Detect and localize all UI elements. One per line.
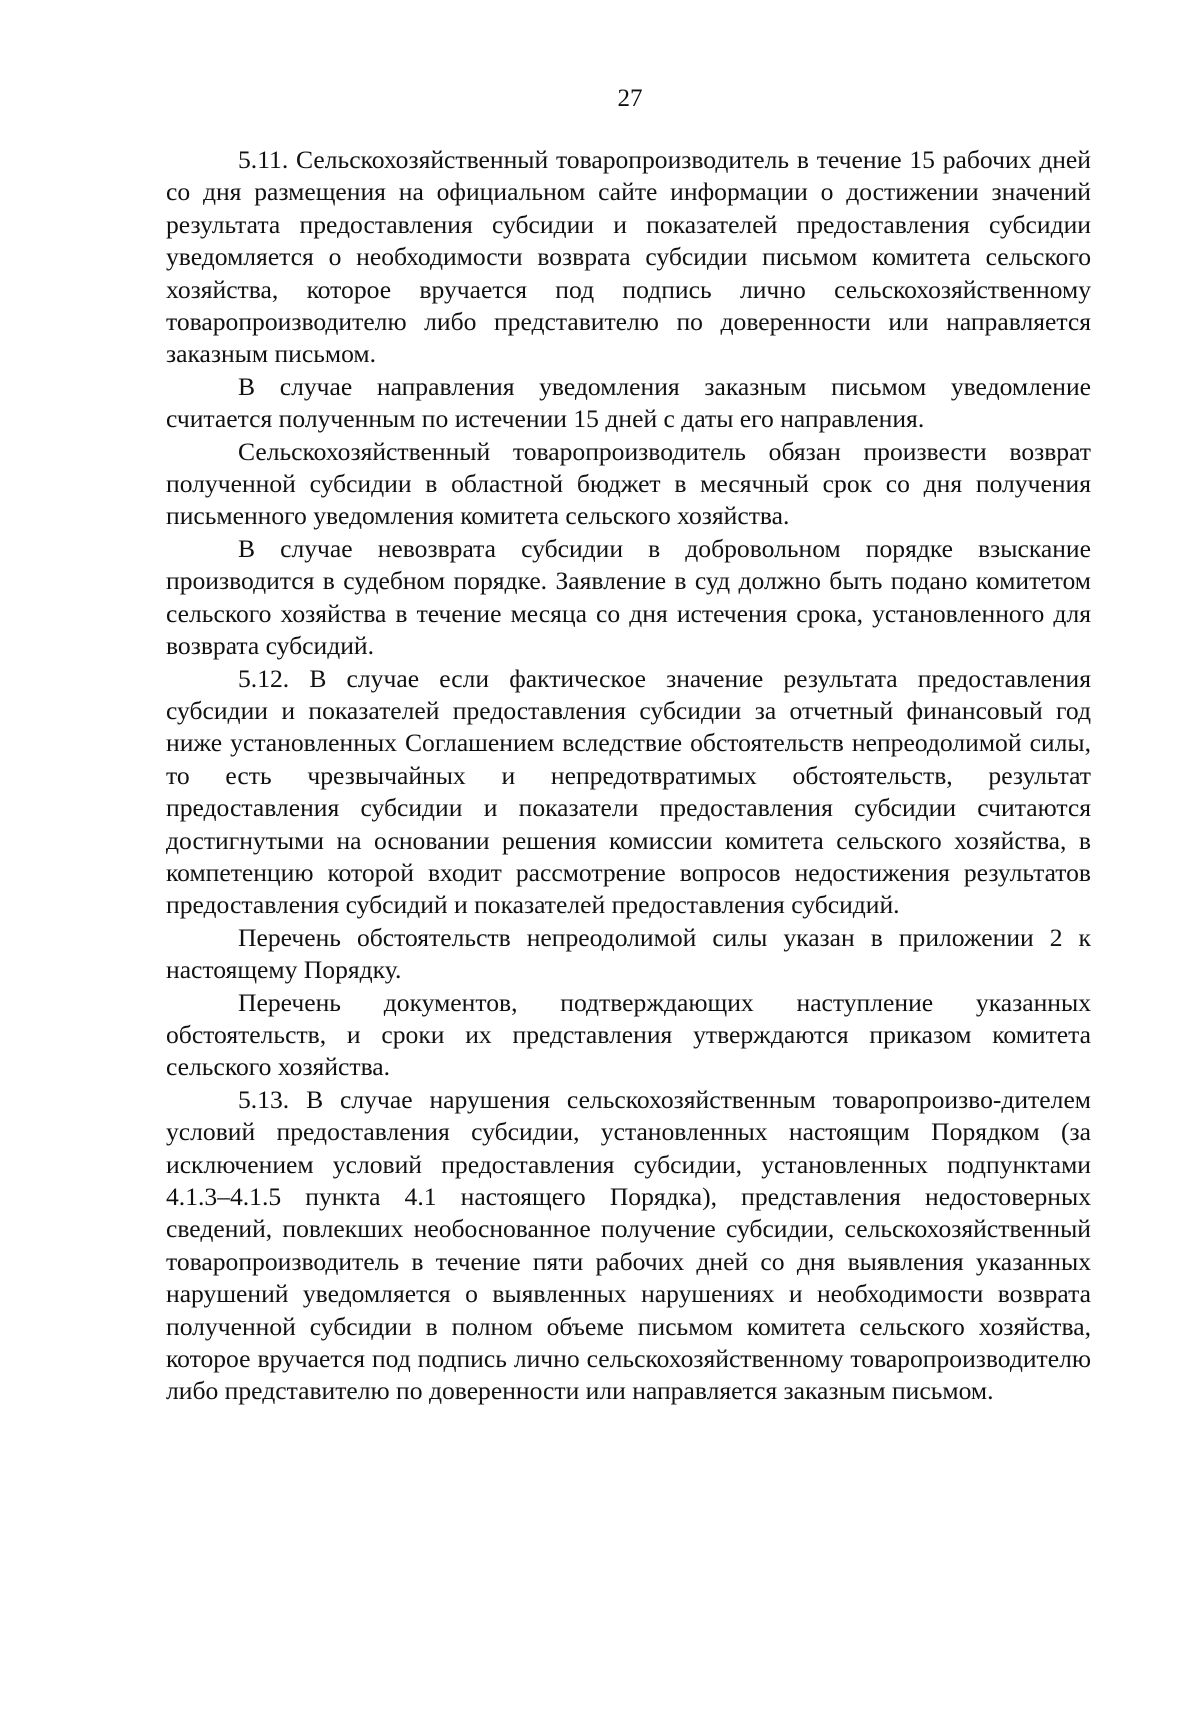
paragraph-5-11: 5.11. Сельскохозяйственный товаропроизводитель в течение 15 рабочих дней со дня размещения на официальном сайте информации о достижении значений результата предоставления субсидии и показателей предоставления субсидии уведомляется о необходимости возврата субсидии письмом комитета сельского хозяйства, которое вручается под подпись лично сельскохозяйственному товаропроизводителю либо представителю по доверенности или направляется заказным письмом. (166, 145, 1091, 369)
document-body (166, 144, 1091, 1408)
paragraph-refund-obligation: Сельскохозяйственный товаропроизводитель обязан произвести возврат полученной субсидии в областной бюджет в месячный срок со дня получения письменного уведомления комитета сельского хозяйства. (166, 436, 1091, 531)
paragraph-5-13: 5.13. В случае нарушения сельскохозяйственным товаропроизво-дителем условий предоставления субсидии, установленных настоящим Порядком (за исключением условий предоставления субсидии, установленных подпунктами 4.1.3–4.1.5 пункта 4.1 настоящего Порядка), представления недостоверных сведений, повлекших необоснованное получение субсидии, сельскохозяйственный товаропроизводитель в течение пяти рабочих дней со дня выявления указанных нарушений уведомляется о выявленных нарушениях и необходимости возврата полученной субсидии в полном объеме письмом комитета сельского хозяйства, которое вручается под подпись лично сельскохозяйственному товаропроизводителю либо представителю по доверенности или направляется заказным письмом. (166, 1084, 1091, 1406)
paragraph-court-recovery: В случае невозврата субсидии в добровольном порядке взыскание производится в судебном порядке. Заявление в суд должно быть подано комитетом сельского хозяйства в течение месяца со дня истечения срока, установленного для возврата субсидий. (166, 533, 1091, 661)
paragraph-notice-delivery: В случае направления уведомления заказным письмом уведомление считается полученным по истечении 15 дней с даты его направления. (166, 371, 1091, 434)
paragraph-5-12: 5.12. В случае если фактическое значение результата предоставления субсидии и показателей предоставления субсидии за отчетный финансовый год ниже установленных Соглашением вследствие обстоятельств непреодолимой силы, то есть чрезвычайных и непредотвратимых обстоятельств, результат предоставления субсидии и показатели предоставления субсидии считаются достигнутыми на основании решения комиссии комитета сельского хозяйства, в компетенцию которой входит рассмотрение вопросов недостижения результатов предоставления субсидий и показателей предоставления субсидий. (166, 663, 1091, 920)
page-number: 27 (617, 85, 643, 112)
paragraph-force-majeure-list: Перечень обстоятельств непреодолимой силы указан в приложении 2 к настоящему Порядку. (166, 922, 1091, 985)
paragraph-documents-list: Перечень документов, подтверждающих наступление указанных обстоятельств, и сроки их представления утверждаются приказом комитета сельского хозяйства. (166, 987, 1091, 1082)
